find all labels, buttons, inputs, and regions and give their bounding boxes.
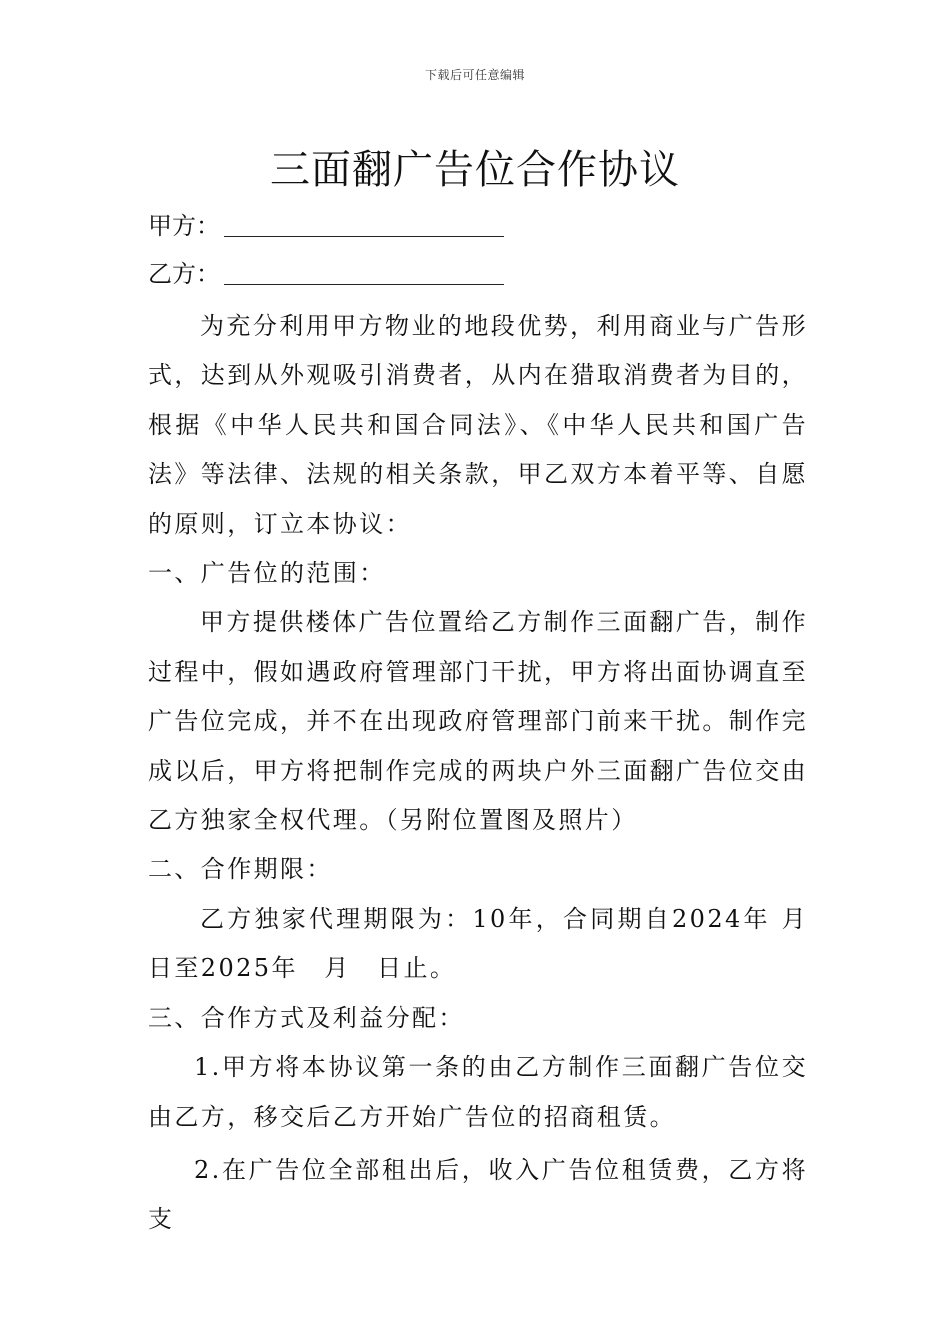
party-b-label: 乙方： xyxy=(148,260,220,288)
section-3-title: 三、合作方式及利益分配： xyxy=(148,1003,465,1032)
agreement-body xyxy=(148,302,808,1245)
party-a-blank xyxy=(224,206,504,237)
party-b-blank xyxy=(224,254,504,285)
section-1-title: 一、广告位的范围： xyxy=(148,559,386,588)
section-2-title: 二、合作期限： xyxy=(148,855,333,884)
header-note: 下载后可任意编辑 xyxy=(424,68,525,82)
section-2-body: 乙方独家代理期限为：10年，合同期自2024年 月 日至2025年 月 日止。 xyxy=(148,904,808,983)
section-3-item-2: 2.在广告位全部租出后，收入广告位租赁费，乙方将支 xyxy=(148,1155,808,1234)
intro-paragraph: 为充分利用甲方物业的地段优势，利用商业与广告形式，达到从外观吸引消费者，从内在猎取消费者为目的，根据《中华人民共和国合同法》、《中华人民共和国广告法》等法律、法规的相关条款，甲乙双方本着平等、自愿的原则，订立本协议： xyxy=(148,312,808,538)
party-b-line xyxy=(148,254,504,294)
party-a-line xyxy=(148,206,504,246)
document-title: 三面翻广告位合作协议 xyxy=(270,147,680,193)
section-1-body: 甲方提供楼体广告位置给乙方制作三面翻广告，制作过程中，假如遇政府管理部门干扰，甲方将出面协调直至广告位完成，并不在出现政府管理部门前来干扰。制作完成以后，甲方将把制作完成的两块户外三面翻广告位交由乙方独家全权代理。（另附位置图及照片） xyxy=(148,608,808,835)
section-3-item-1: 1.甲方将本协议第一条的由乙方制作三面翻广告位交由乙方，移交后乙方开始广告位的招商租赁。 xyxy=(148,1053,808,1131)
party-a-label: 甲方： xyxy=(148,212,220,240)
